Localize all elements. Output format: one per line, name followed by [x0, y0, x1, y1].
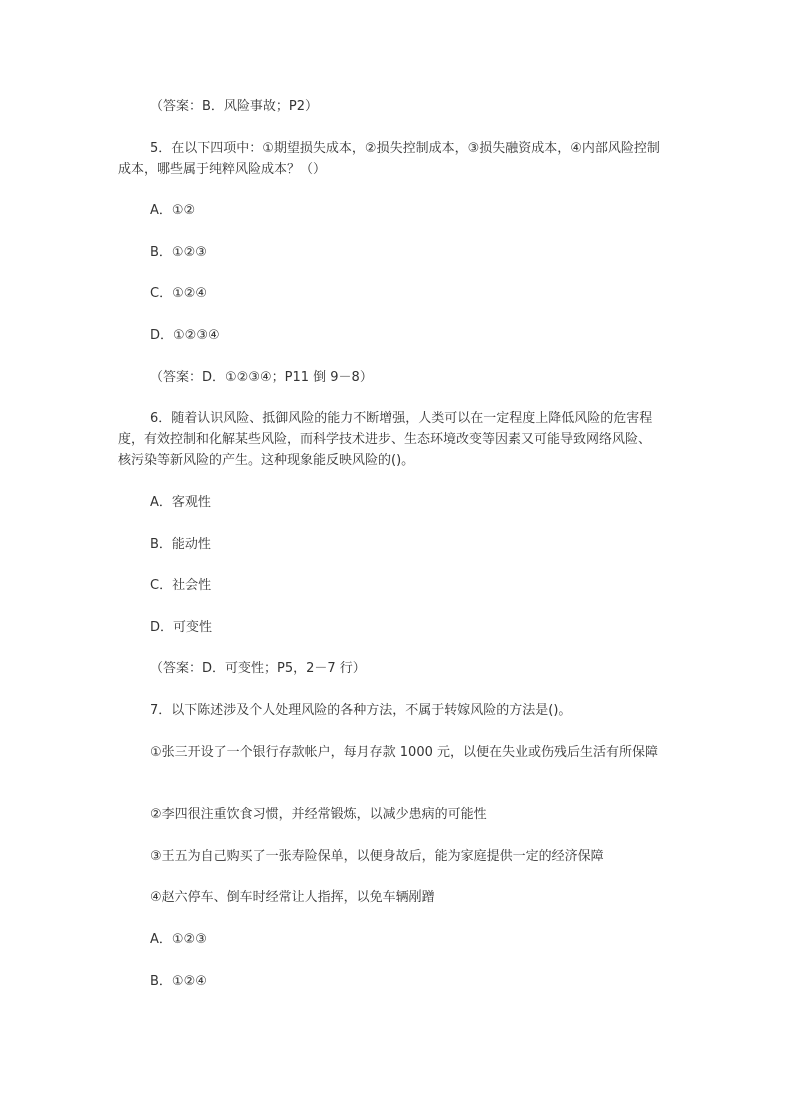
- q5-option-d: D．①②③④: [150, 328, 220, 343]
- q7-statement-4: ④赵六停车、倒车时经常让人指挥，以免车辆剐蹭: [150, 890, 435, 905]
- q7-statement-3: ③王五为自己购买了一张寿险保单，以便身故后，能为家庭提供一定的经济保障: [150, 849, 604, 864]
- q5-option-c: C．①②④: [150, 286, 208, 301]
- q6-option-d: D．可变性: [150, 620, 213, 635]
- answer-q5: （答案：D．①②③④；P11 倒 9－8）: [150, 370, 373, 385]
- answer-q6: （答案：D．可变性；P5，2－7 行）: [150, 661, 366, 676]
- q7-option-a: A．①②③: [150, 932, 207, 947]
- question-5: 5．在以下四项中：①期望损失成本，②损失控制成本，③损失融资成本，④内部风险控制成本，哪些属于纯粹风险成本？（）: [118, 141, 660, 177]
- q6-option-c: C．社会性: [150, 578, 212, 593]
- q5-option-a: A．①②: [150, 203, 196, 218]
- q6-option-a: A．客观性: [150, 495, 211, 510]
- q5-option-b: B．①②③: [150, 245, 207, 260]
- q7-statement-2: ②李四很注重饮食习惯，并经常锻炼，以减少患病的可能性: [150, 807, 487, 822]
- q7-statement-1: ①张三开设了一个银行存款帐户，每月存款 1000 元，以便在失业或伤残后生活有所保障: [150, 745, 659, 760]
- answer-q4: （答案：B．风险事故；P2）: [150, 99, 319, 114]
- q6-option-b: B．能动性: [150, 537, 211, 552]
- question-7: 7．以下陈述涉及个人处理风险的各种方法，不属于转嫁风险的方法是()。: [150, 703, 572, 718]
- question-6: 6．随着认识风险、抵御风险的能力不断增强，人类可以在一定程度上降低风险的危害程度，有效控制和化解某些风险，而科学技术进步、生态环境改变等因素又可能导致网络风险、核污染等新风险的产生。这种现象能反映风险的()。: [118, 411, 653, 468]
- q7-option-b: B．①②④: [150, 974, 207, 989]
